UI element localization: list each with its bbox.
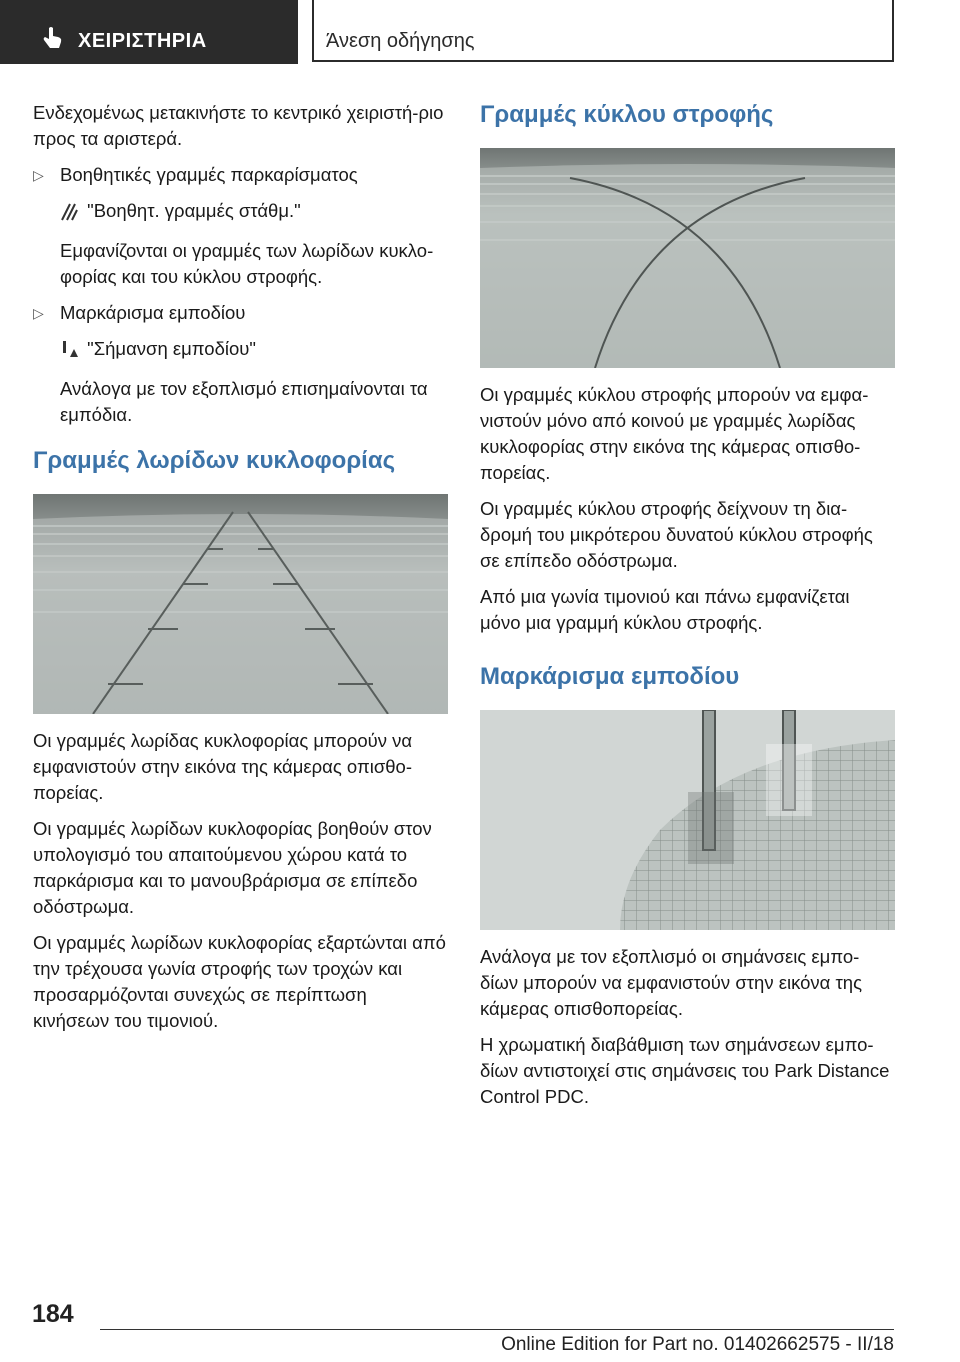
paragraph: Οι γραμμές κύκλου στροφής μπορούν να εμφα-νιστούν μόνο από κοινού με γραμμές λωρίδας κυκλοφορίας στην εικόνα της κάμερας οπισθο-πορείας. — [480, 384, 869, 483]
paragraph: Οι γραμμές λωρίδων κυκλοφορίας εξαρτώνται από την τρέχουσα γωνία στροφής των τροχών και προσαρμόζονται συνεχώς σε περίπτωση κινήσεων του τιμονιού. — [33, 932, 446, 1031]
pointing-hand-icon — [42, 26, 64, 50]
lane-lines-figure — [33, 494, 448, 714]
section-title: ΧΕΙΡΙΣΤΗΡΙΑ — [78, 30, 207, 52]
bullet-parking-lines — [33, 162, 448, 188]
page-header — [0, 0, 960, 64]
section-tab — [0, 0, 298, 64]
bullet-description: Ανάλογα με τον εξοπλισμό επισημαίνονται τα εμπόδια. — [60, 378, 428, 425]
menu-label-text: "Βοηθητ. γραμμές στάθμ." — [87, 200, 301, 221]
turning-circle-figure — [480, 148, 895, 368]
menu-label-parking-lines — [33, 198, 448, 228]
paragraph: Από μια γωνία τιμονιού και πάνω εμφανίζεται μόνο μια γραμμή κύκλου στροφής. — [480, 586, 850, 633]
bullet-text: Βοηθητικές γραμμές παρκαρίσματος — [60, 164, 358, 185]
menu-label-obstacle — [33, 336, 448, 366]
bullet-text: Μαρκάρισμα εμποδίου — [60, 302, 246, 323]
right-column — [480, 100, 895, 1120]
footer-edition: Online Edition for Part no. 01402662575 - II/18 — [501, 1334, 894, 1355]
chapter-title: Άνεση οδήγησης — [326, 30, 475, 52]
chapter-tab — [312, 0, 894, 62]
section-heading-obstacle-marking: Μαρκάρισμα εμποδίου — [480, 663, 740, 690]
paragraph: Οι γραμμές λωρίδας κυκλοφορίας μπορούν να εμφανιστούν στην εικόνα της κάμερας οπισθο-πορείας. — [33, 730, 413, 803]
section-heading-turning-circle: Γραμμές κύκλου στροφής — [480, 101, 774, 128]
triangle-bullet-icon: ▷ — [33, 167, 44, 183]
parking-lines-icon — [60, 201, 82, 228]
intro-paragraph: Ενδεχομένως μετακινήστε το κεντρικό χειριστή-ριο προς τα αριστερά. — [33, 102, 444, 149]
obstacle-marking-figure — [480, 710, 895, 930]
page-number: 184 — [32, 1300, 74, 1328]
paragraph: Ανάλογα με τον εξοπλισμό οι σημάνσεις εμπο-δίων μπορούν να εμφανιστούν στην εικόνα της κάμερας οπισθοπορείας. — [480, 946, 862, 1019]
section-heading-lane-lines: Γραμμές λωρίδων κυκλοφορίας — [33, 447, 396, 474]
paragraph: Η χρωματική διαβάθμιση των σημάνσεων εμπο-δίων αντιστοιχεί στις σημάνσεις του Park Distance Control PDC. — [480, 1034, 890, 1107]
bullet-description: Εμφανίζονται οι γραμμές των λωρίδων κυκλο-φορίας και του κύκλου στροφής. — [60, 240, 434, 287]
paragraph: Οι γραμμές λωρίδων κυκλοφορίας βοηθούν στον υπολογισμό του απαιτούμενου χώρου κατά το παρκάρισμα και το μανουβράρισμα σε επίπεδο οδόστρωμα. — [33, 818, 432, 917]
menu-label-text: "Σήμανση εμποδίου" — [87, 338, 256, 359]
triangle-bullet-icon: ▷ — [33, 305, 44, 321]
left-column — [33, 100, 448, 1044]
bullet-obstacle-marking — [33, 300, 448, 326]
paragraph: Οι γραμμές κύκλου στροφής δείχνουν τη δια-δρομή του μικρότερου δυνατού κύκλου στροφής σε επίπεδο οδόστρωμα. — [480, 498, 873, 571]
obstacle-marking-icon — [60, 339, 82, 366]
footer-divider — [100, 1329, 894, 1330]
